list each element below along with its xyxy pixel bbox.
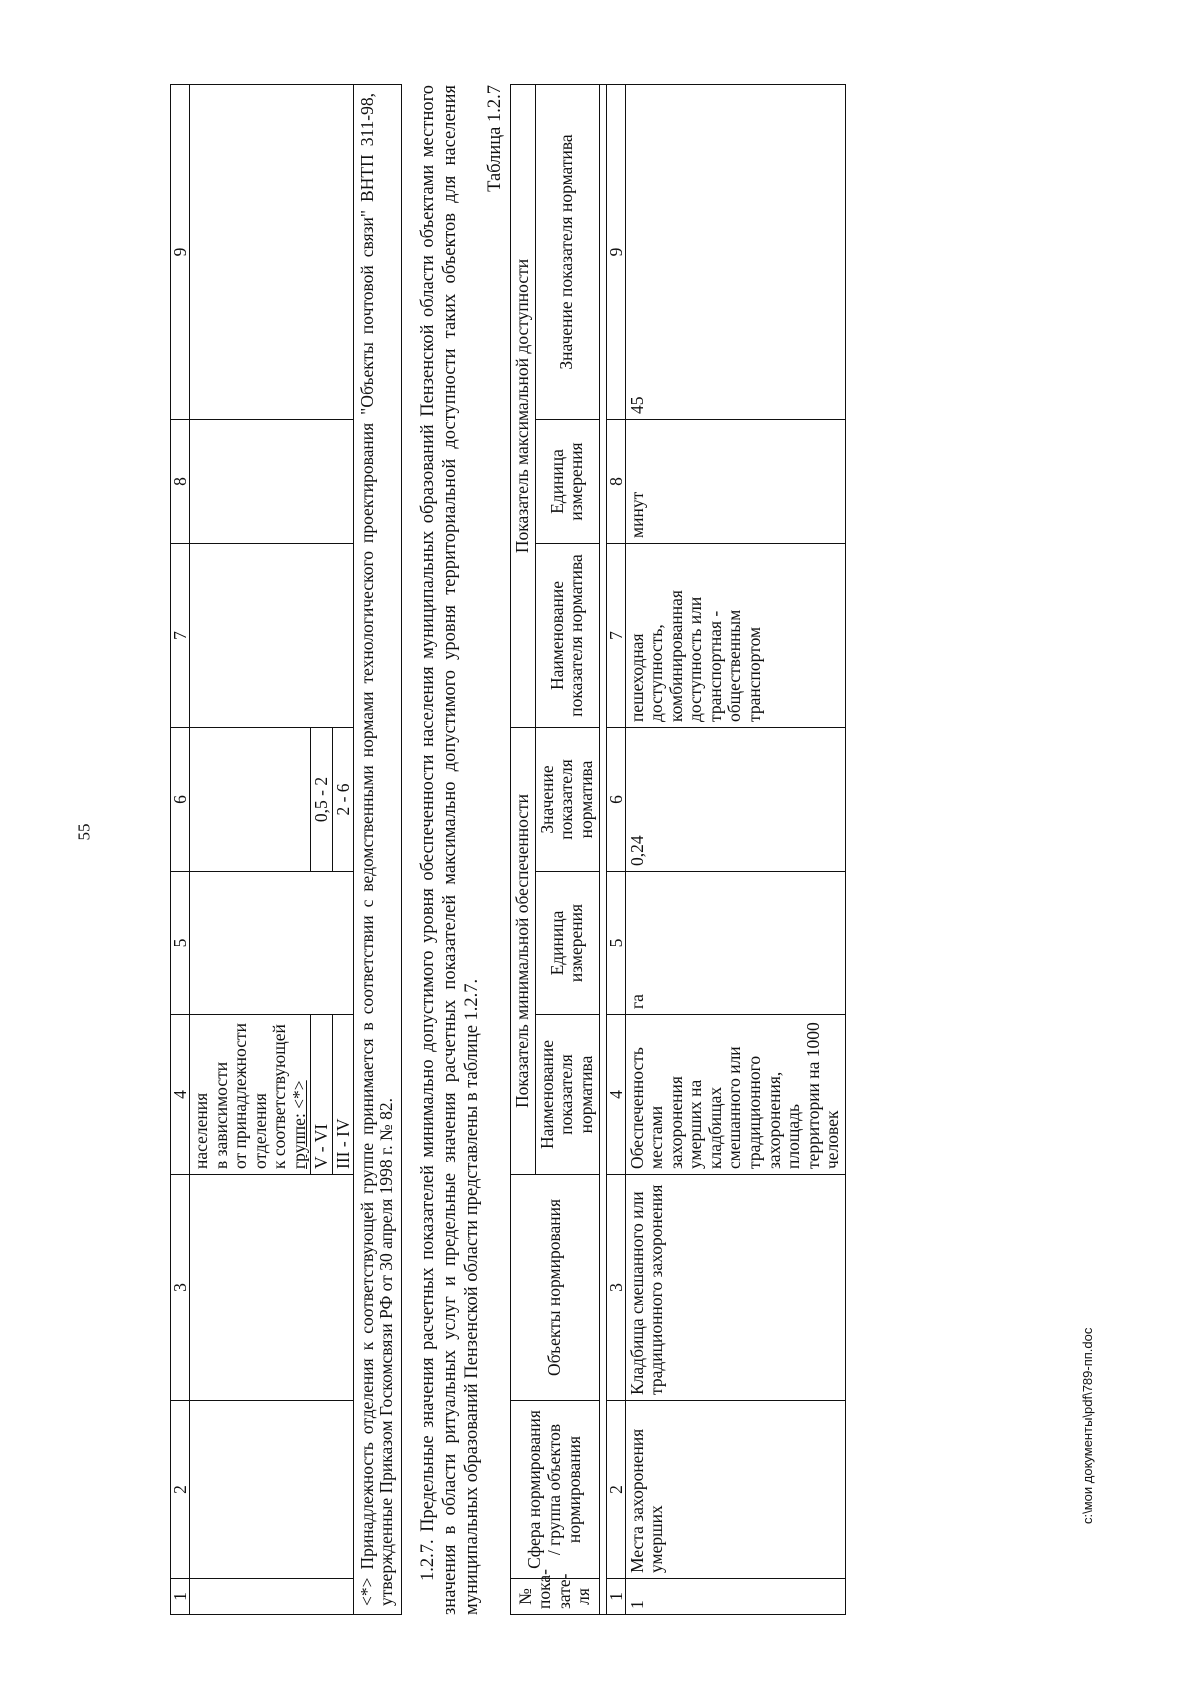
cell-line: населения — [191, 1092, 211, 1169]
col-number: 1 — [606, 1579, 625, 1615]
cell-line: в зависимости — [210, 1061, 231, 1169]
row-sphere: Места захоронения умерших — [625, 1401, 846, 1579]
column-numbers-row — [171, 85, 190, 1615]
col-number: 6 — [171, 728, 190, 872]
header-min-name: Наименование показателя норматива — [535, 1015, 599, 1175]
col-number: 8 — [606, 419, 625, 543]
footnote-row — [353, 85, 401, 1615]
col-number: 3 — [171, 1175, 190, 1401]
col-number: 1 — [171, 1579, 190, 1615]
header-min-group: Показатель минимальной обеспеченности — [511, 727, 536, 1174]
col-number: 6 — [606, 727, 625, 871]
col-number: 5 — [606, 872, 625, 1015]
header-num: № пока-зате-ля — [511, 1579, 599, 1615]
table-row — [625, 84, 846, 1614]
header-max-unit: Единица измерения — [535, 419, 599, 543]
page-number: 55 — [74, 823, 94, 841]
row-max-name: пешеходная доступность, комбинированная доступность или транспортная - общественным транспортом — [625, 543, 846, 727]
column-numbers-row — [606, 84, 625, 1614]
header-max-value: Значение показателя норматива — [535, 84, 599, 419]
table-continuation — [170, 84, 402, 1615]
cell-line: отделения — [249, 1093, 270, 1169]
row-min-unit: га — [625, 872, 846, 1015]
group-value: 2 - 6 — [333, 728, 355, 871]
value-subtable — [310, 728, 355, 871]
header-min-value: Значение показателя норматива — [535, 727, 599, 871]
col-number: 5 — [171, 872, 190, 1015]
header-objects: Объекты нормирования — [511, 1175, 599, 1401]
row-objects: Кладбища смешанного или традиционного захоронения — [625, 1175, 846, 1401]
col-number: 4 — [606, 1015, 625, 1175]
footer-file-path: c:\мои документы\pdf\789-пп.doc — [1080, 1327, 1095, 1524]
header-max-name: Наименование показателя норматива — [535, 543, 599, 727]
col-number: 7 — [171, 544, 190, 728]
col-number: 2 — [171, 1401, 190, 1579]
header-max-group: Показатель максимальной доступности — [511, 84, 536, 727]
group-label: V - VI — [310, 1015, 333, 1174]
section-paragraph: 1.2.7. Предельные значения расчетных показателей минимально допустимого уровня обеспеченности населения муниципальных образований Пензенской области объектами местного значения в области ритуальных услуг и предельные значения расчетных показателей максимально допустимого уровня территориальной доступности таких объектов для населения муниципальных образований Пензенской области представлены в таблице 1.2.7. — [417, 85, 482, 1615]
cell-line: к соответствующей — [269, 1024, 290, 1169]
rotated-page-content — [170, 85, 990, 1615]
col-number: 4 — [171, 1015, 190, 1175]
row-num: 1 — [625, 1579, 846, 1615]
table-1-2-7 — [510, 84, 846, 1615]
footnote: <*> Принадлежность отделения к соответствующей группе принимается в соответствии с ведомственными нормами технологического проектирования "Объекты почтовой связи" ВНТП 311-98, утвержденные Приказом Госкомсвязи РФ от 30 апреля 1998 г. № 82. — [353, 85, 401, 1615]
header-min-unit: Единица измерения — [535, 872, 599, 1015]
header-row — [511, 84, 536, 1614]
table-row — [190, 85, 354, 1615]
col-number: 3 — [606, 1175, 625, 1401]
cell-line: группе: <*> — [288, 1080, 309, 1169]
col-number: 8 — [171, 420, 190, 544]
col-number: 7 — [606, 543, 625, 727]
cell-line: от принадлежности — [230, 1023, 251, 1169]
row-min-name: Обеспеченность местами захоронения умерших на кладбищах смешанного или традиционного захоронения, площадь территории на 1000 человек — [625, 1015, 846, 1175]
group-value: 0,5 - 2 — [310, 728, 333, 871]
row-max-unit: минут — [625, 419, 846, 543]
group-label: III - IV — [333, 1015, 355, 1174]
col-number: 2 — [606, 1401, 625, 1579]
col-number: 9 — [171, 85, 190, 420]
col-number: 9 — [606, 84, 625, 419]
row-min-value: 0,24 — [625, 727, 846, 871]
header-sphere: Сфера нормирования / группа объектов нормирования — [511, 1401, 599, 1579]
group-subtable — [310, 1015, 355, 1174]
table-caption: Таблица 1.2.7 — [485, 85, 506, 192]
row-max-value: 45 — [625, 84, 846, 419]
